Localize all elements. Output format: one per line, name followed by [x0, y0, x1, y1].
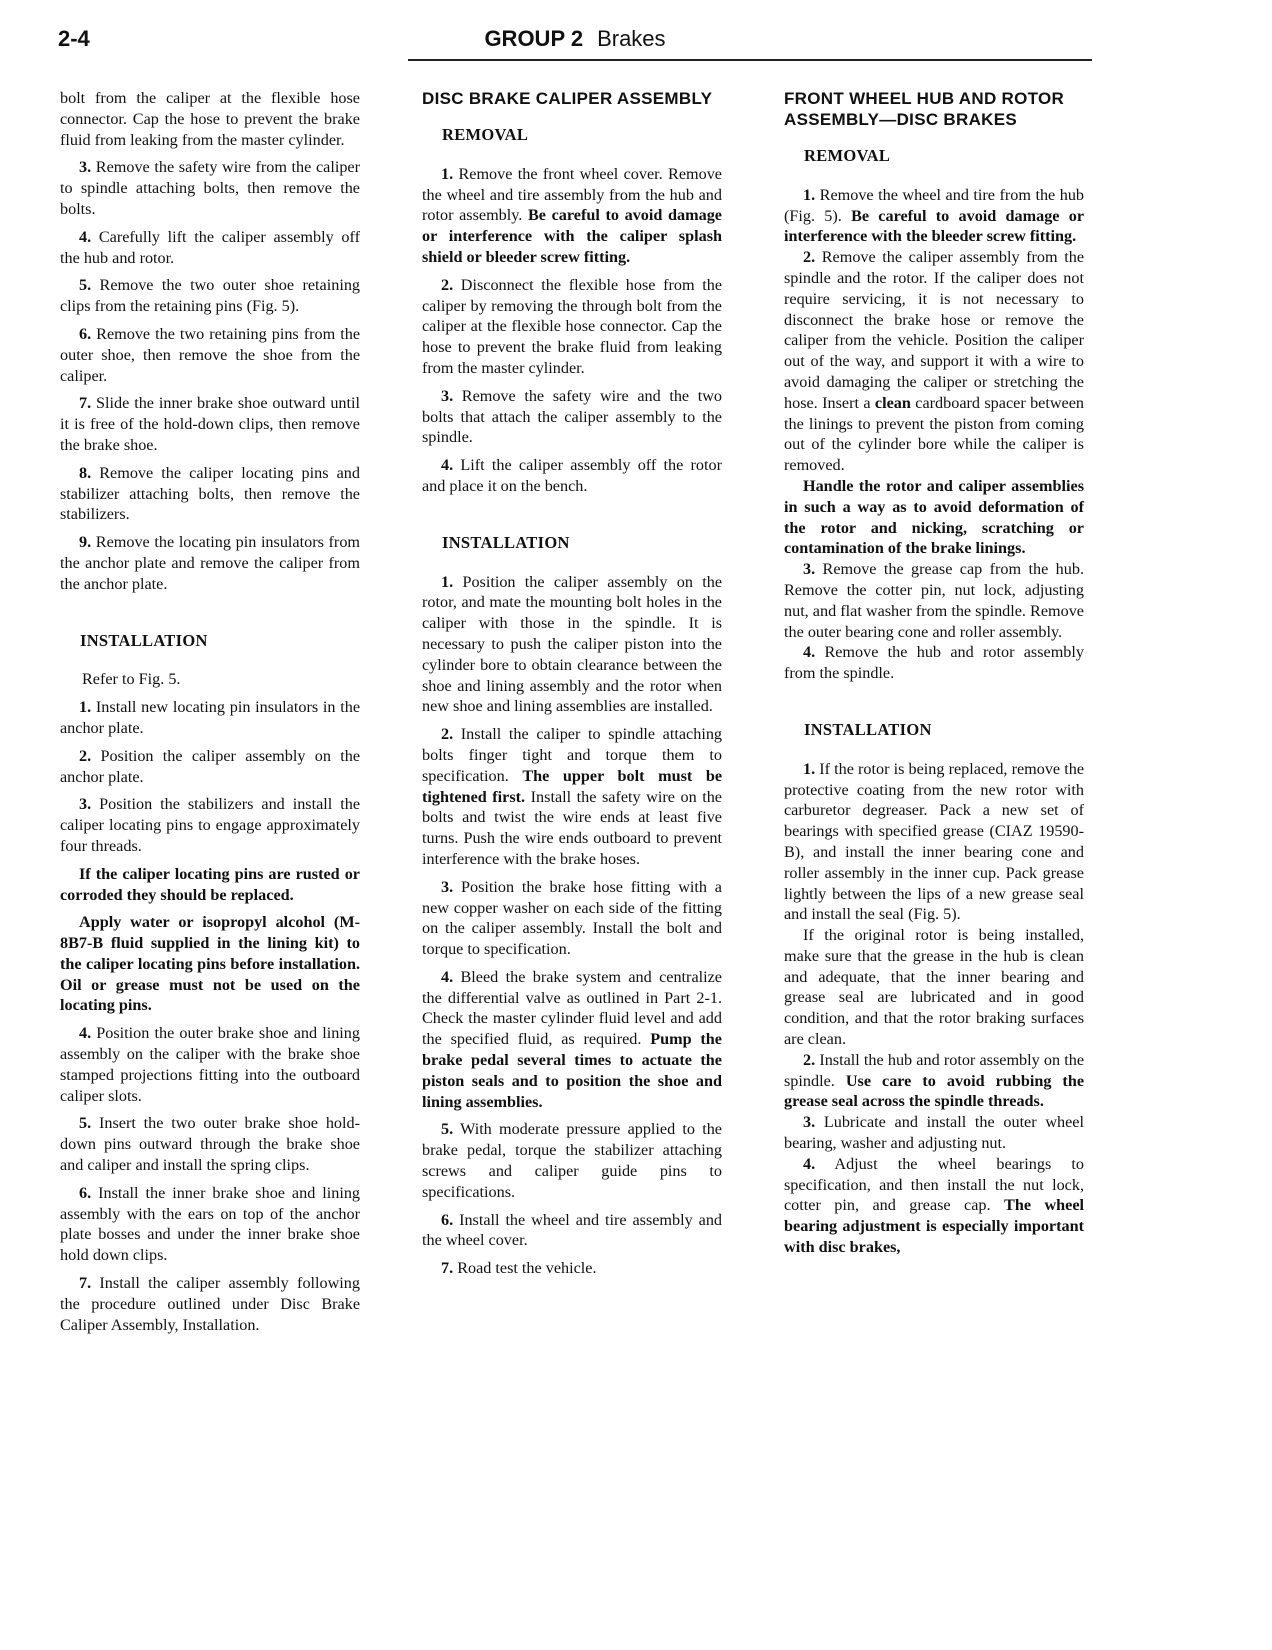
- section-heading: DISC BRAKE CALIPER ASSEMBLY: [422, 89, 713, 108]
- step: [60, 532, 360, 594]
- step-text: Remove the wheel and tire from the hub (Fig. 5).: [784, 185, 1085, 225]
- removal-steps-continued: [60, 157, 360, 594]
- step-number: 4.: [441, 967, 454, 986]
- caution-text: Be careful to avoid damage or interference with the bleeder screw fitting.: [784, 206, 1085, 246]
- step-number: 5.: [79, 1114, 92, 1133]
- installation-steps: [60, 697, 360, 857]
- step: [60, 746, 360, 788]
- step-text: Remove the front wheel cover. Remove the wheel and tire assembly from the hub and rotor assembly.: [422, 164, 722, 225]
- step: [60, 157, 360, 219]
- step-number: 1.: [441, 572, 454, 591]
- step: [422, 1119, 722, 1202]
- removal-heading: REMOVAL: [804, 146, 891, 165]
- step-number: 3.: [441, 386, 454, 405]
- section-heading: FRONT WHEEL HUB AND ROTOR ASSEMBLY—DISC BRAKES: [784, 89, 1065, 129]
- emphasis-text: clean: [874, 393, 911, 412]
- column-left: [60, 88, 360, 1342]
- step-number: 3.: [79, 158, 92, 177]
- step-number: 6.: [79, 324, 92, 343]
- step-number: 1.: [803, 759, 816, 778]
- step-number: 4.: [803, 643, 816, 662]
- step-text: Install the caliper assembly following the procedure outlined under Disc Brake Caliper Assembly, Installation.: [60, 1274, 360, 1334]
- step: [60, 794, 360, 856]
- step-text: If the rotor is being replaced, remove the protective coating from the new rotor with carburetor degreaser. Pack a new set of bearings with specified grease (CIAZ 19590-B), and install the inner bearing cone and roller assembly in the inner cup. Pack grease lightly between the lips of a new grease seal and install the seal (Fig. 5).: [784, 759, 1085, 924]
- step-text: Install the safety wire on the bolts and twist the wire ends at least five turns. Push the wire ends outboard to prevent interference with the brake hoses.: [422, 787, 722, 868]
- step: [422, 724, 722, 870]
- step: [60, 1113, 360, 1175]
- caution-text: Use care to avoid rubbing the grease seal across the spindle threads.: [784, 1071, 1085, 1111]
- step-text: Remove the locating pin insulators from the anchor plate and remove the caliper from the anchor plate.: [60, 533, 361, 593]
- step: [784, 185, 1084, 247]
- step: [422, 877, 722, 960]
- warning-note: [60, 912, 360, 1016]
- step-number: 3.: [803, 1113, 816, 1132]
- group-label: GROUP 2: [484, 26, 584, 51]
- step-text: Remove the two outer shoe retaining clips from the retaining pins (Fig. 5).: [60, 276, 361, 316]
- step-number: 2.: [441, 725, 454, 744]
- step-text: Insert the two outer brake shoe hold-down pins outward through the brake shoe and caliper and install the spring clips.: [60, 1114, 360, 1175]
- step-continued: If the original rotor is being installed, make sure that the grease in the hub is clean and adequate, that the inner bearing and grease seal are lubricated and in good condition, and that the rotor braking surfaces are clean.: [784, 926, 1084, 1049]
- step: [60, 1183, 360, 1266]
- step: [60, 324, 360, 386]
- step-number: 4.: [79, 227, 92, 246]
- step: [784, 1112, 1084, 1154]
- step-number: 2.: [803, 248, 816, 267]
- installation-heading: INSTALLATION: [80, 630, 208, 650]
- step-number: 3.: [441, 877, 454, 896]
- step-text: Remove the two retaining pins from the outer shoe, then remove the shoe from the caliper.: [60, 324, 360, 385]
- refer-note: Refer to Fig. 5.: [82, 670, 181, 689]
- step-number: 3.: [803, 560, 816, 579]
- page-number: 2-4: [58, 26, 90, 51]
- step-text: Position the caliper assembly on the anchor plate.: [60, 746, 361, 786]
- warning-text: If the caliper locating pins are rusted or corroded they should be replaced.: [60, 864, 360, 904]
- step-text: cardboard spacer between the linings to prevent the piston from coming out of the cylinder bore while the caliper is removed.: [784, 393, 1085, 475]
- step-number: 7.: [79, 1274, 92, 1293]
- step-text: Install the wheel and tire assembly and the wheel cover.: [422, 1210, 723, 1250]
- step-number: 4.: [79, 1024, 92, 1043]
- step: [60, 697, 360, 739]
- step-number: 6.: [79, 1183, 92, 1202]
- column-right: [784, 88, 1084, 1258]
- step: [422, 455, 722, 497]
- step-text: Install the caliper to spindle attaching bolts finger tight and torque them to specification.: [422, 725, 723, 785]
- removal-heading: REMOVAL: [442, 125, 529, 144]
- step: [60, 275, 360, 317]
- step: [784, 759, 1084, 925]
- caution-text: Be careful to avoid damage or interference with the caliper splash shield or bleeder screw fitting.: [422, 206, 722, 266]
- step-number: 4.: [803, 1154, 816, 1173]
- warning-text: Apply water or isopropyl alcohol (M-8B7-B fluid supplied in the lining kit) to the caliper locating pins before installation. Oil or grease must not be used on the locating pins.: [60, 913, 360, 1015]
- step-text: Remove the safety wire from the caliper to spindle attaching bolts, then remove the bolts.: [60, 158, 360, 218]
- step: [784, 642, 1084, 684]
- step-text: Position the caliper assembly on the rotor, and mate the mounting bolt holes in the caliper with those in the spindle. It is necessary to push the caliper piston into the cylinder bore to obtain clearance between the shoe and lining assembly and the rotor when new shoe and lining assemblies are installed.: [422, 572, 723, 716]
- step: [422, 386, 722, 448]
- step-number: 7.: [79, 394, 92, 413]
- step-text: Lubricate and install the outer wheel bearing, washer and adjusting nut.: [784, 1113, 1084, 1153]
- warning-note: [60, 864, 360, 906]
- continued-paragraph: bolt from the caliper at the flexible hose connector. Cap the hose to prevent the brake fluid from leaking from the master cylinder.: [60, 89, 360, 149]
- step: [422, 275, 722, 379]
- step-number: 6.: [441, 1210, 454, 1229]
- step-text: Slide the inner brake shoe outward until it is free of the hold-down clips, then remove the brake shoe.: [60, 394, 361, 454]
- step: [784, 559, 1084, 642]
- step-number: 1.: [803, 185, 816, 204]
- column-middle: [422, 88, 722, 1286]
- step-text: Position the stabilizers and install the caliper locating pins to engage approximately four threads.: [60, 795, 361, 855]
- step: [784, 1154, 1084, 1258]
- step-number: 1.: [79, 698, 92, 717]
- step-number: 8.: [79, 463, 92, 482]
- step-text: Position the outer brake shoe and lining assembly on the caliper with the brake shoe stamped projections fitting into the outboard caliper slots.: [60, 1024, 360, 1105]
- step: [60, 227, 360, 269]
- step: [784, 247, 1084, 476]
- running-title: [58, 26, 1092, 52]
- step-number: 2.: [79, 746, 92, 765]
- step: [60, 1273, 360, 1335]
- page-header: [58, 26, 1092, 60]
- step-text: Remove the caliper assembly from the spindle and the rotor. If the caliper does not require servicing, it is not necessary to disconnect the brake hose or remove the caliper from the vehicle. Position the caliper out of the way, and support it with a wire to avoid damaging the caliper or stretching the hose. Insert a: [784, 248, 1084, 412]
- step-number: 9.: [79, 533, 92, 552]
- step-number: 7.: [441, 1259, 454, 1278]
- header-rule: [408, 59, 1092, 61]
- step-text: Remove the grease cap from the hub. Remove the cotter pin, nut lock, adjusting nut, and flat washer from the spindle. Remove the outer bearing cone and roller assembly.: [784, 560, 1085, 641]
- step-text: Remove the hub and rotor assembly from the spindle.: [784, 643, 1084, 683]
- step: [422, 1258, 722, 1279]
- step-text: Disconnect the flexible hose from the caliper by removing the through bolt from the caliper at the flexible hose connector. Cap the hose to prevent the brake fluid from leaking from the master cylinder.: [422, 275, 723, 377]
- step-text: Adjust the wheel bearings to specification, and then install the nut lock, cotter pin, and grease cap.: [784, 1154, 1084, 1215]
- step: [60, 393, 360, 455]
- step-number: 2.: [441, 275, 454, 294]
- step-text: Remove the caliper locating pins and stabilizer attaching bolts, then remove the stabilizers.: [60, 463, 360, 524]
- caution-text: Pump the brake pedal several times to actuate the piston seals and to position the shoe and lining assemblies.: [422, 1030, 722, 1111]
- step-text: Road test the vehicle.: [457, 1259, 597, 1278]
- warning-text: Handle the rotor and caliper assemblies in such a way as to avoid deformation of the rotor and nicking, scratching or contamination of the brake linings.: [784, 476, 1084, 558]
- step-text: Carefully lift the caliper assembly off the hub and rotor.: [60, 227, 360, 267]
- installation-steps: [60, 1023, 360, 1335]
- step-text: Install the hub and rotor assembly on the spindle.: [784, 1050, 1084, 1090]
- step: [60, 1023, 360, 1106]
- step-text: Position the brake hose fitting with a new copper washer on each side of the fitting on the caliper assembly. Install the bolt and torque to specification.: [422, 877, 722, 959]
- caution-text: The upper bolt must be tightened first.: [422, 766, 723, 806]
- step-number: 2.: [803, 1050, 816, 1069]
- step-number: 5.: [441, 1120, 454, 1139]
- step-number: 5.: [79, 276, 92, 295]
- step: [422, 967, 722, 1113]
- installation-heading: INSTALLATION: [804, 719, 932, 739]
- step-text: Install the inner brake shoe and lining assembly with the ears on top of the anchor plate bosses and under the inner brake shoe hold down clips.: [60, 1183, 361, 1265]
- step-text: Lift the caliper assembly off the rotor and place it on the bench.: [422, 456, 723, 495]
- step-text: Remove the safety wire and the two bolts that attach the caliper assembly to the spindle.: [422, 386, 722, 447]
- step-number: 3.: [79, 795, 92, 814]
- step-number: 1.: [441, 164, 454, 183]
- step-text: With moderate pressure applied to the brake pedal, torque the stabilizer attaching screws and caliper guide pins to specifications.: [422, 1120, 722, 1201]
- step: [422, 1210, 722, 1252]
- step: [784, 1050, 1084, 1112]
- step: [422, 572, 722, 718]
- warning-note: [784, 476, 1084, 559]
- step: [422, 164, 722, 268]
- step: [60, 463, 360, 525]
- step-text: Bleed the brake system and centralize the differential valve as outlined in Part 2-1. Check the master cylinder fluid level and add the specified fluid, as required.: [422, 967, 722, 1049]
- step-number: 4.: [441, 456, 454, 475]
- caution-text: The wheel bearing adjustment is especially important with disc brakes,: [784, 1196, 1084, 1257]
- installation-heading: INSTALLATION: [442, 532, 570, 552]
- step-text: Install new locating pin insulators in the anchor plate.: [60, 698, 361, 737]
- section-label: Brakes: [597, 26, 666, 51]
